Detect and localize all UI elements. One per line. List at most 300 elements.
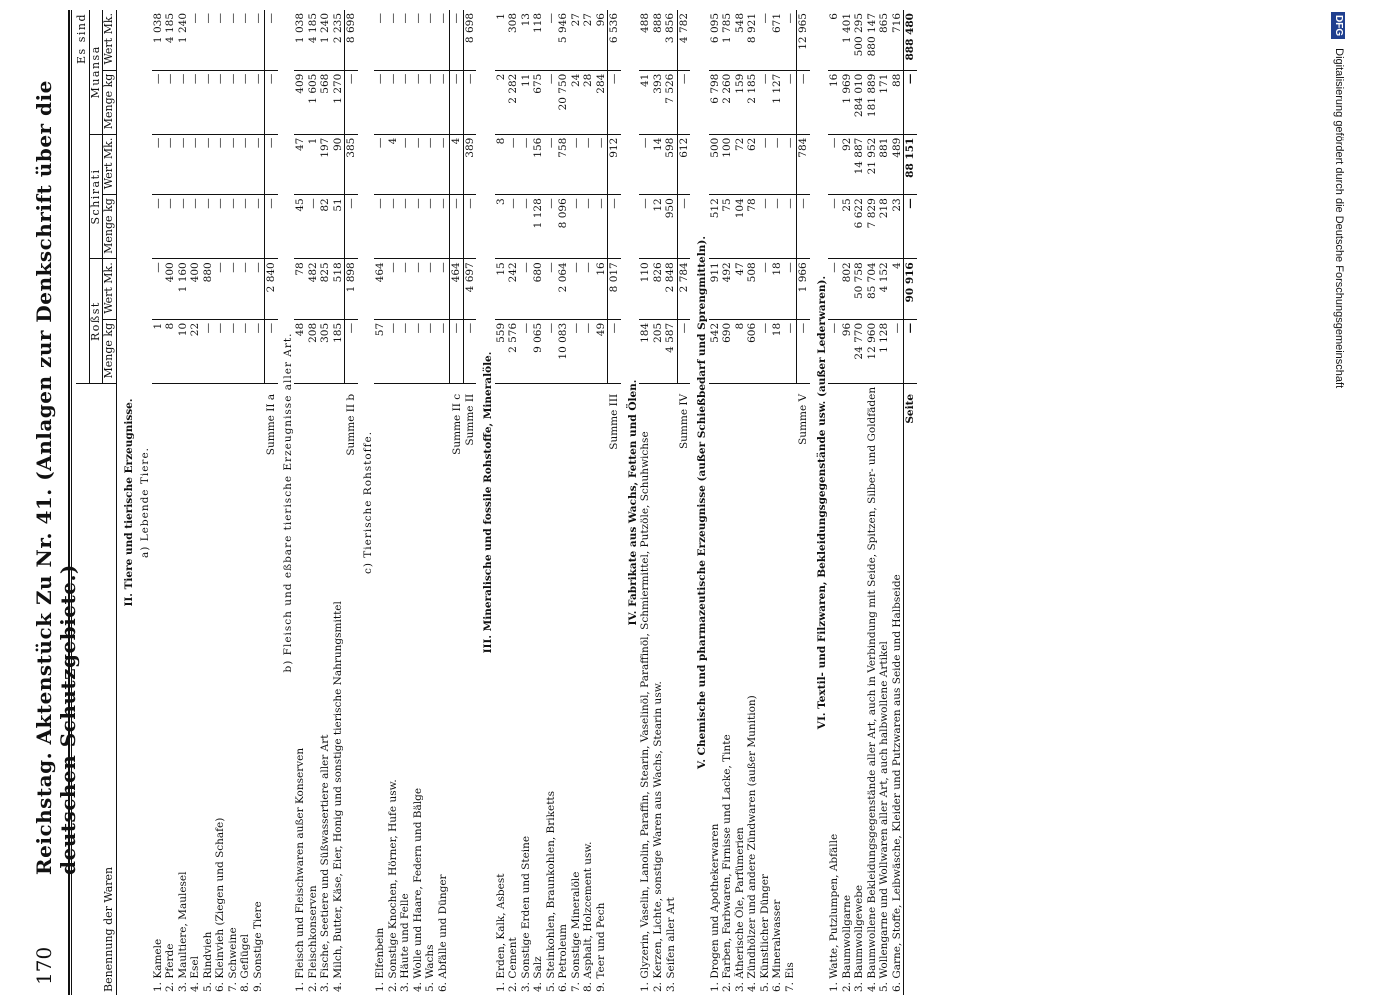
quantity-cell: 2 185: [746, 70, 759, 134]
value-cell: —: [545, 259, 558, 320]
quantity-cell: 1 969: [841, 70, 854, 134]
table-row: [520, 10, 533, 995]
value-cell: 671: [771, 13, 783, 34]
value-cell: 500: [709, 134, 722, 195]
quantity-cell: 6 622: [853, 195, 866, 259]
value-cell: 464: [374, 259, 387, 320]
value-cell: —: [374, 134, 387, 195]
section-title: II. Tiere und tierische Erzeugnisse.: [122, 398, 135, 607]
quantity-cell: 8 096: [557, 195, 570, 259]
quantity-cell: —: [177, 70, 190, 134]
value-cell: 1 038: [294, 13, 306, 44]
sum-row: [463, 10, 476, 995]
item-name: Summe II a: [265, 383, 278, 995]
quantity-cell: —: [608, 195, 621, 259]
quantity-cell: 78: [746, 195, 759, 259]
table-row: [332, 10, 345, 995]
subsection-row: [358, 10, 375, 995]
quantity-cell: 1 270: [332, 70, 345, 134]
quantity-cell: —: [374, 195, 387, 259]
quantity-cell: —: [463, 195, 476, 259]
sum-row: [345, 10, 358, 995]
value-cell: 8 921: [746, 13, 758, 44]
item-name: 6. Mineralwasser: [771, 383, 784, 995]
quantity-cell: 208: [307, 319, 320, 383]
quantity-cell: —: [639, 195, 652, 259]
value-cell: 400: [189, 259, 202, 320]
value-cell: 5 946: [557, 13, 569, 44]
value-cell: 8 017: [608, 259, 621, 320]
value-cell: —: [545, 134, 558, 195]
value-cell: —: [214, 134, 227, 195]
digitization-note: [1326, 12, 1352, 992]
sub-header-value: Wert Mk.: [103, 134, 117, 195]
item-name: Summe II b: [345, 383, 358, 995]
quantity-cell: 218: [878, 195, 891, 259]
value-cell: —: [437, 134, 450, 195]
value-cell: 826: [652, 259, 665, 320]
quantity-cell: 1 128: [532, 195, 545, 259]
quantity-cell: —: [252, 195, 265, 259]
value-cell: 90 916: [904, 259, 917, 320]
value-cell: —: [759, 259, 772, 320]
item-name: 4. Zündhölzer und andere Zündwaren (außer Munition): [746, 383, 759, 995]
quantity-cell: —: [214, 195, 227, 259]
value-cell: 308: [507, 13, 519, 34]
quantity-cell: 12: [652, 195, 665, 259]
quantity-cell: —: [904, 319, 917, 383]
value-cell: 1 240: [176, 13, 189, 44]
quantity-cell: 1 127: [771, 70, 784, 134]
quantity-cell: 4 587: [664, 319, 677, 383]
value-cell: 716: [890, 13, 903, 34]
section-title: IV. Fabrikate aus Wachs, Fetten und Ölen.: [626, 379, 639, 626]
quantity-cell: 82: [319, 195, 332, 259]
value-cell: 680: [532, 259, 545, 320]
table-row: [437, 10, 450, 995]
item-name: 6. Petroleum: [557, 383, 570, 995]
value-cell: 1: [494, 13, 507, 20]
table-row: [227, 10, 240, 995]
value-cell: —: [227, 134, 240, 195]
item-name: 3. Sonstige Erden und Steine: [520, 383, 533, 995]
quantity-cell: —: [387, 195, 400, 259]
value-cell: 1 240: [319, 13, 331, 44]
group-header-2: Schirati: [89, 134, 103, 259]
table-row: [177, 10, 190, 995]
value-cell: —: [399, 13, 411, 24]
value-cell: 825: [319, 259, 332, 320]
value-cell: —: [399, 259, 412, 320]
value-cell: —: [387, 259, 400, 320]
table-row: [734, 10, 747, 995]
quantity-cell: 3: [495, 195, 508, 259]
value-cell: 758: [557, 134, 570, 195]
page-header: [22, 10, 80, 995]
quantity-cell: 20 750: [557, 70, 570, 134]
quantity-cell: 205: [652, 319, 665, 383]
value-cell: 15: [495, 259, 508, 320]
group-header-1: Roßst: [89, 259, 103, 384]
quantity-cell: —: [214, 319, 227, 383]
item-name: 6. Kleinvieh (Ziegen und Schafe): [214, 383, 227, 995]
value-cell: —: [450, 10, 464, 70]
value-cell: —: [239, 259, 252, 320]
quantity-cell: —: [239, 70, 252, 134]
table-row: [532, 10, 545, 995]
quantity-cell: 950: [664, 195, 677, 259]
quantity-cell: —: [797, 319, 810, 383]
subsection-title: b) Fleisch und eßbare tierische Erzeugnisse aller Art.: [281, 332, 294, 673]
table-row: [239, 10, 252, 995]
value-cell: —: [227, 259, 240, 320]
table-row: [319, 10, 332, 995]
quantity-cell: —: [265, 70, 278, 134]
page-title: Reichstag. Aktenstück Zu Nr. 41. (Anlagen zur Denkschrift über die deutschen Schutzgebiete.): [32, 80, 80, 875]
table-row: [424, 10, 437, 995]
table-row: [399, 10, 412, 995]
item-name: 6. Garne, Stoffe, Leibwäsche, Kleider und Putzwaren aus Seide und Halbseide: [891, 383, 904, 995]
quantity-cell: 24 770: [853, 319, 866, 383]
quantity-cell: 159: [734, 70, 747, 134]
quantity-cell: —: [387, 70, 400, 134]
quantity-cell: —: [545, 319, 558, 383]
quantity-cell: 16: [828, 70, 841, 134]
item-name: 3. Seifen aller Art: [664, 383, 677, 995]
quantity-cell: —: [412, 319, 425, 383]
quantity-cell: 284 010: [853, 70, 866, 134]
header-rule-thin: [71, 10, 72, 995]
value-cell: —: [252, 259, 265, 320]
trade-table: [76, 10, 917, 995]
table-row: [582, 10, 595, 995]
value-cell: 888: [651, 13, 664, 34]
value-cell: 508: [746, 259, 759, 320]
value-cell: 78: [294, 259, 307, 320]
quantity-cell: —: [904, 195, 917, 259]
value-cell: —: [570, 134, 583, 195]
value-cell: 100: [721, 134, 734, 195]
value-cell: 4 697: [463, 259, 476, 320]
value-cell: —: [783, 13, 796, 24]
quantity-cell: —: [214, 70, 227, 134]
quantity-cell: 559: [495, 319, 508, 383]
item-name: Seite: [904, 383, 917, 995]
value-cell: —: [386, 13, 399, 24]
quantity-cell: 284: [595, 70, 608, 134]
value-cell: 85 704: [866, 259, 879, 320]
value-cell: 4 782: [677, 10, 690, 70]
value-cell: —: [177, 134, 190, 195]
section-title: VI. Textil- und Filzwaren, Bekleidungsgegenstände usw. (außer Lederwaren).: [815, 275, 828, 730]
item-name: 1. Drogen und Apothekerwaren: [709, 383, 722, 995]
sub-header-quantity: Menge kg: [103, 195, 117, 259]
value-cell: —: [784, 134, 797, 195]
quantity-cell: —: [437, 319, 450, 383]
table-row: [652, 10, 665, 995]
item-name: 2. Sonstige Knochen, Hörner, Hufe usw.: [387, 383, 400, 995]
value-cell: 598: [664, 134, 677, 195]
quantity-cell: 393: [652, 70, 665, 134]
quantity-cell: 2 260: [721, 70, 734, 134]
quantity-cell: —: [828, 195, 841, 259]
quantity-cell: —: [759, 70, 772, 134]
value-cell: 880: [202, 259, 215, 320]
value-cell: —: [520, 134, 533, 195]
item-name: 5. Rindvieh: [202, 383, 215, 995]
value-cell: —: [437, 259, 450, 320]
value-cell: 4 185: [164, 13, 176, 44]
quantity-cell: 185: [332, 319, 345, 383]
group-header-3: Muansa: [89, 10, 103, 134]
value-cell: —: [201, 13, 214, 24]
name-column-header: Benennung der Waren: [76, 383, 116, 995]
sum-row: [450, 10, 464, 995]
quantity-cell: —: [759, 319, 772, 383]
subsection-title: c) Tierische Rohstoffe.: [361, 430, 374, 575]
table-body: [116, 10, 917, 995]
sub-header-quantity: Menge kg: [103, 319, 117, 383]
item-name: 2. Baumwollgarne: [841, 383, 854, 995]
value-cell: 8 698: [463, 10, 476, 70]
value-cell: —: [639, 134, 652, 195]
value-cell: 27: [582, 13, 594, 27]
value-cell: —: [251, 13, 264, 24]
quantity-cell: —: [608, 70, 621, 134]
quantity-cell: —: [189, 70, 202, 134]
quantity-cell: 9 065: [532, 319, 545, 383]
quantity-cell: —: [797, 195, 810, 259]
value-cell: —: [239, 134, 252, 195]
table-row: [387, 10, 400, 995]
quantity-cell: —: [189, 195, 202, 259]
table-row: [595, 10, 608, 995]
value-cell: —: [582, 134, 595, 195]
item-name: 2. Farben, Farbwaren, Firnisse und Lacke, Tinte: [721, 383, 734, 995]
value-cell: 2 784: [677, 259, 690, 320]
quantity-cell: —: [227, 319, 240, 383]
value-cell: 6 095: [708, 13, 721, 44]
quantity-cell: —: [399, 70, 412, 134]
value-cell: 1: [307, 134, 320, 195]
quantity-cell: 568: [319, 70, 332, 134]
value-cell: —: [771, 134, 784, 195]
dfg-logo: DFG: [1331, 12, 1345, 39]
table-row: [545, 10, 558, 995]
value-cell: 802: [841, 259, 854, 320]
value-cell: 4 152: [878, 259, 891, 320]
value-cell: 4: [450, 134, 464, 195]
quantity-cell: 2: [495, 70, 508, 134]
table-row: [828, 10, 841, 995]
value-cell: 16: [595, 259, 608, 320]
item-name: 1. Glyzerin, Vaselin, Lanolin, Paraffin, Stearin, Vaselinöl, Paraffinöl, Schmiermittel, Putzöle, Schuhwichse: [639, 383, 652, 995]
value-cell: 1 785: [721, 13, 733, 44]
value-cell: 50 758: [853, 259, 866, 320]
value-cell: 3 856: [664, 13, 676, 44]
value-cell: 21 952: [866, 134, 879, 195]
value-cell: —: [758, 13, 771, 24]
table-row: [721, 10, 734, 995]
quantity-cell: —: [239, 195, 252, 259]
value-cell: 4: [387, 134, 400, 195]
value-cell: 2 064: [557, 259, 570, 320]
quantity-cell: —: [570, 319, 583, 383]
value-cell: 518: [332, 259, 345, 320]
section-title: III. Mineralische und fossile Rohstoffe, Mineralöle.: [482, 351, 494, 654]
value-cell: —: [828, 134, 841, 195]
value-cell: 14: [652, 134, 665, 195]
quantity-cell: 11: [520, 70, 533, 134]
section-row: [810, 10, 829, 995]
quantity-cell: 1: [152, 319, 165, 383]
value-cell: 488: [639, 13, 651, 34]
value-cell: —: [520, 259, 533, 320]
page-number: 170: [32, 946, 56, 985]
quantity-cell: —: [164, 70, 177, 134]
item-name: 7. Eis: [784, 383, 797, 995]
table-row: [664, 10, 677, 995]
item-name: 5. Steinkohlen, Braunkohlen, Briketts: [545, 383, 558, 995]
value-cell: 62: [746, 134, 759, 195]
value-cell: 4 185: [306, 13, 319, 44]
value-cell: 1 160: [177, 259, 190, 320]
item-name: 2. Kerzen, Lichte, sonstige Waren aus Wachs, Stearin usw.: [652, 383, 665, 995]
value-cell: —: [412, 134, 425, 195]
quantity-cell: —: [582, 195, 595, 259]
quantity-cell: 96: [841, 319, 854, 383]
header-rule: [68, 10, 70, 995]
item-name: 8. Geflügel: [239, 383, 252, 995]
quantity-cell: —: [307, 195, 320, 259]
value-cell: 156: [532, 134, 545, 195]
quantity-cell: 184: [639, 319, 652, 383]
value-cell: —: [784, 259, 797, 320]
quantity-cell: 12 960: [866, 319, 879, 383]
sub-header-quantity: Menge kg: [103, 70, 117, 134]
quantity-cell: —: [520, 319, 533, 383]
quantity-cell: 104: [734, 195, 747, 259]
table-row: [866, 10, 879, 995]
value-cell: —: [189, 13, 201, 24]
table-row: [412, 10, 425, 995]
quantity-cell: —: [265, 319, 278, 383]
value-cell: —: [202, 134, 215, 195]
quantity-cell: —: [520, 195, 533, 259]
quantity-cell: —: [152, 195, 165, 259]
table-row: [639, 10, 652, 995]
value-cell: —: [399, 134, 412, 195]
quantity-cell: —: [345, 70, 358, 134]
quantity-cell: 48: [294, 319, 307, 383]
quantity-cell: —: [677, 70, 690, 134]
value-cell: —: [214, 259, 227, 320]
value-cell: 13: [519, 13, 532, 27]
item-name: 7. Sonstige Mineralöle: [570, 383, 583, 995]
value-cell: 197: [319, 134, 332, 195]
value-cell: —: [582, 259, 595, 320]
item-name: Summe III: [608, 383, 621, 995]
quantity-cell: 181 889: [866, 70, 879, 134]
section-row: [476, 10, 495, 995]
value-cell: 47: [734, 259, 747, 320]
value-cell: —: [265, 134, 278, 195]
quantity-cell: 75: [721, 195, 734, 259]
value-cell: 464: [450, 259, 464, 320]
item-name: 9. Sonstige Tiere: [252, 383, 265, 995]
quantity-cell: 10 083: [557, 319, 570, 383]
table-row: [507, 10, 520, 995]
quantity-cell: —: [374, 70, 387, 134]
quantity-cell: 512: [709, 195, 722, 259]
table-row: [189, 10, 202, 995]
quantity-cell: —: [828, 319, 841, 383]
value-cell: —: [374, 13, 386, 24]
item-name: 4. Esel: [189, 383, 202, 995]
rotated-page: [22, 10, 1307, 995]
value-cell: 888 480: [904, 10, 917, 70]
table-row: [252, 10, 265, 995]
value-cell: —: [424, 13, 436, 24]
quantity-cell: 409: [294, 70, 307, 134]
item-name: 3. Ätherische Öle, Parfümerien: [734, 383, 747, 995]
quantity-cell: 23: [891, 195, 904, 259]
quantity-cell: 10: [177, 319, 190, 383]
value-cell: 548: [733, 13, 746, 34]
quantity-cell: 57: [374, 319, 387, 383]
quantity-cell: —: [797, 70, 810, 134]
value-cell: 400: [164, 259, 177, 320]
item-name: 1. Kamele: [152, 383, 165, 995]
value-cell: 880 147: [865, 13, 878, 57]
quantity-cell: 88: [891, 70, 904, 134]
item-name: 7. Schweine: [227, 383, 240, 995]
item-name: 1. Watte, Putzlumpen, Abfälle: [828, 383, 841, 995]
table-row: [771, 10, 784, 995]
quantity-cell: —: [177, 195, 190, 259]
value-cell: 88 151: [904, 134, 917, 195]
table-row: [164, 10, 177, 995]
quantity-cell: —: [545, 70, 558, 134]
value-cell: 482: [307, 259, 320, 320]
item-name: 5. Wachs: [424, 383, 437, 995]
item-name: 5. Wollengarne und Wollwaren aller Art, auch halbwollene Artikel: [878, 383, 891, 995]
quantity-cell: —: [412, 70, 425, 134]
subsection-title: a) Lebende Tiere.: [139, 447, 151, 558]
value-cell: 881: [878, 134, 891, 195]
quantity-cell: 45: [294, 195, 307, 259]
quantity-cell: —: [570, 195, 583, 259]
item-name: 2. Pferde: [164, 383, 177, 995]
value-cell: 500 295: [853, 13, 865, 57]
quantity-cell: —: [677, 195, 690, 259]
quantity-cell: —: [345, 319, 358, 383]
quantity-cell: —: [450, 70, 464, 134]
value-cell: —: [214, 13, 226, 24]
quantity-cell: 24: [570, 70, 583, 134]
value-cell: 1 401: [840, 13, 853, 44]
table-row: [307, 10, 320, 995]
item-name: 4. Baumwollene Bekleidungsgegenstände aller Art, auch in Verbindung mit Seide, Spitzen, Silber- und Goldfäden: [866, 383, 879, 995]
table-row: [374, 10, 387, 995]
table-row: [294, 10, 307, 995]
quantity-cell: —: [252, 319, 265, 383]
item-name: 4. Milch, Butter, Käse, Eier, Honig und sonstige tierische Nahrungsmittel: [332, 383, 345, 995]
value-cell: 911: [709, 259, 722, 320]
value-cell: 389: [463, 134, 476, 195]
value-cell: —: [152, 259, 165, 320]
quantity-cell: 51: [332, 195, 345, 259]
